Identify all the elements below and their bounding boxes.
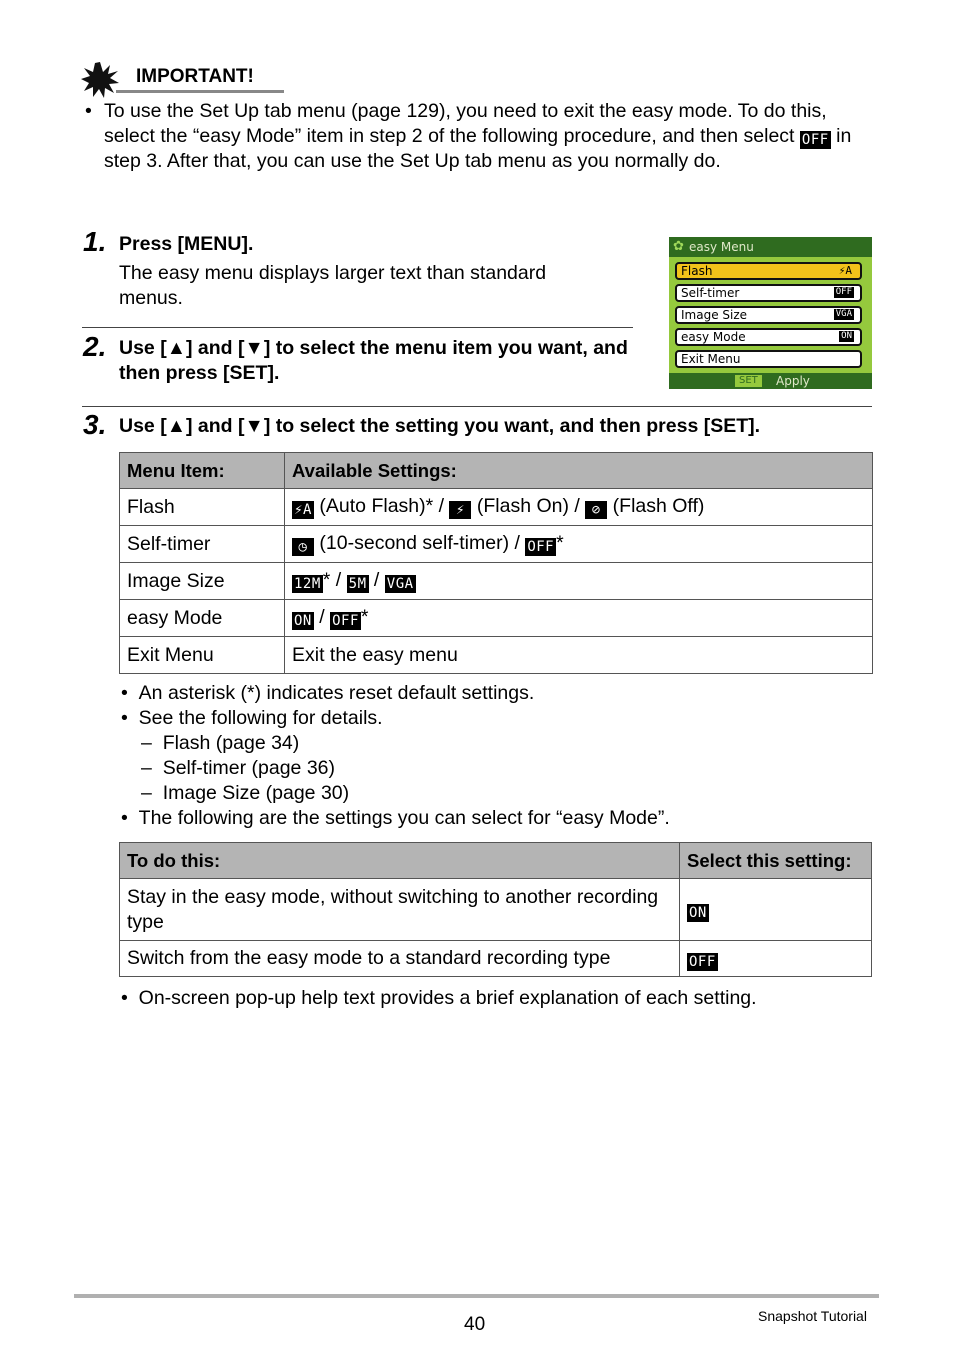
table-row (120, 489, 873, 526)
section-name: Snapshot Tutorial (758, 1308, 867, 1324)
size-12m-icon: 12M (294, 576, 321, 592)
col-available-settings: Available Settings: (285, 453, 873, 489)
screen-title: easy Menu (689, 240, 754, 254)
final-note: • On-screen pop-up help text provides a brief explanation of each setting. (121, 987, 757, 1009)
note-item: • See the following for details. (121, 707, 383, 729)
important-underline (116, 90, 284, 93)
step-2-number: 2. (83, 331, 107, 362)
screen-item-image-size: Image Size VGA (675, 306, 862, 324)
step-divider (82, 327, 633, 328)
row-value: ⚡A (Auto Flash)* / ⚡ (Flash On) / ⊘ (Flash Off) (285, 489, 873, 526)
col-select-setting: Select this setting: (680, 843, 872, 879)
note-item: • The following are the settings you can select for “easy Mode”. (121, 807, 670, 829)
easy-mode-table (119, 842, 872, 977)
apply-label: Apply (776, 374, 810, 388)
table-row (120, 600, 873, 637)
screen-header (669, 237, 872, 257)
important-label: IMPORTANT! (136, 66, 254, 87)
row-label: Flash (120, 489, 285, 526)
row-label: easy Mode (120, 600, 285, 637)
row-setting (680, 941, 872, 977)
important-bullet-text: To use the Set Up tab menu (page 129), you need to exit the easy mode. To do this, select the “easy Mode” item in step 2 of the following procedure, and then select OFF in step 3. After that, you can use the Set Up tab menu as you normally do. (104, 100, 852, 172)
step-2-title: Use [▲] and [▼] to select the menu item you want, and then press [SET]. (119, 337, 628, 384)
down-arrow-icon: ▼ (244, 415, 264, 437)
off-icon: OFF (332, 613, 359, 629)
table-row (120, 941, 872, 977)
table-row (120, 526, 873, 563)
off-icon: OFF (689, 953, 716, 970)
step-1-body: The easy menu displays larger text than standard menus. (119, 262, 547, 309)
table-header-row (120, 453, 873, 489)
step-1-title: Press [MENU]. (119, 233, 254, 255)
sub-note-item: – Image Size (page 30) (141, 782, 350, 804)
step-3-title: Use [▲] and [▼] to select the setting you want, and then press [SET]. (119, 415, 761, 437)
note-item: • An asterisk (*) indicates reset default settings. (121, 682, 535, 704)
table-row (120, 879, 872, 941)
screen-item-self-timer: Self-timer OFF (675, 284, 862, 302)
sub-note-item: – Self-timer (page 36) (141, 757, 336, 779)
footer-rule (74, 1294, 879, 1298)
screen-item-flash: Flash ⚡A (675, 262, 862, 280)
size-5m-icon: 5M (348, 576, 367, 592)
row-setting (680, 879, 872, 941)
row-action: Stay in the easy mode, without switching to another recording type (120, 879, 680, 941)
off-icon: OFF (801, 132, 829, 148)
set-key-badge: SET (735, 375, 762, 387)
col-menu-item: Menu Item: (120, 453, 285, 489)
sub-note-item: – Flash (page 34) (141, 732, 300, 754)
up-arrow-icon: ▲ (166, 337, 186, 359)
row-label: Self-timer (120, 526, 285, 563)
row-value: 12M * / 5M / VGA (285, 563, 873, 600)
row-label: Exit Menu (120, 637, 285, 674)
on-icon: ON (294, 613, 312, 629)
auto-flash-icon: ⚡A (292, 501, 314, 519)
notes (121, 681, 881, 831)
starburst-icon (81, 62, 119, 98)
up-arrow-icon: ▲ (166, 415, 186, 437)
screen-footer (669, 373, 872, 389)
camera-easy-menu-screen (669, 237, 872, 389)
row-value: ON / OFF * (285, 600, 873, 637)
page-number: 40 (464, 1314, 486, 1335)
col-to-do-this: To do this: (120, 843, 680, 879)
on-icon: ON (689, 904, 707, 921)
table-row (120, 563, 873, 600)
down-arrow-icon: ▼ (244, 337, 264, 359)
table-header-row (120, 843, 872, 879)
screen-item-exit-menu: Exit Menu (675, 350, 862, 368)
off-icon: OFF (527, 539, 555, 555)
row-label: Image Size (120, 563, 285, 600)
size-vga-icon: VGA (386, 576, 414, 592)
flash-off-icon: ⊘ (585, 501, 607, 519)
settings-table (119, 452, 873, 674)
table-row (120, 637, 873, 674)
flash-on-icon: ⚡ (449, 501, 471, 519)
row-value: ◷ (10-second self-timer) / OFF * (285, 526, 873, 563)
step-3-number: 3. (83, 409, 107, 440)
clover-icon: ✿ (673, 238, 684, 253)
row-value: Exit the easy menu (285, 637, 873, 674)
row-action: Switch from the easy mode to a standard recording type (120, 941, 680, 977)
self-timer-icon: ◷ (292, 538, 314, 556)
screen-item-easy-mode: easy Mode ON (675, 328, 862, 346)
step-1-number: 1. (83, 226, 107, 257)
important-bullet-dot: • (85, 100, 92, 122)
step-3-divider (82, 406, 872, 407)
